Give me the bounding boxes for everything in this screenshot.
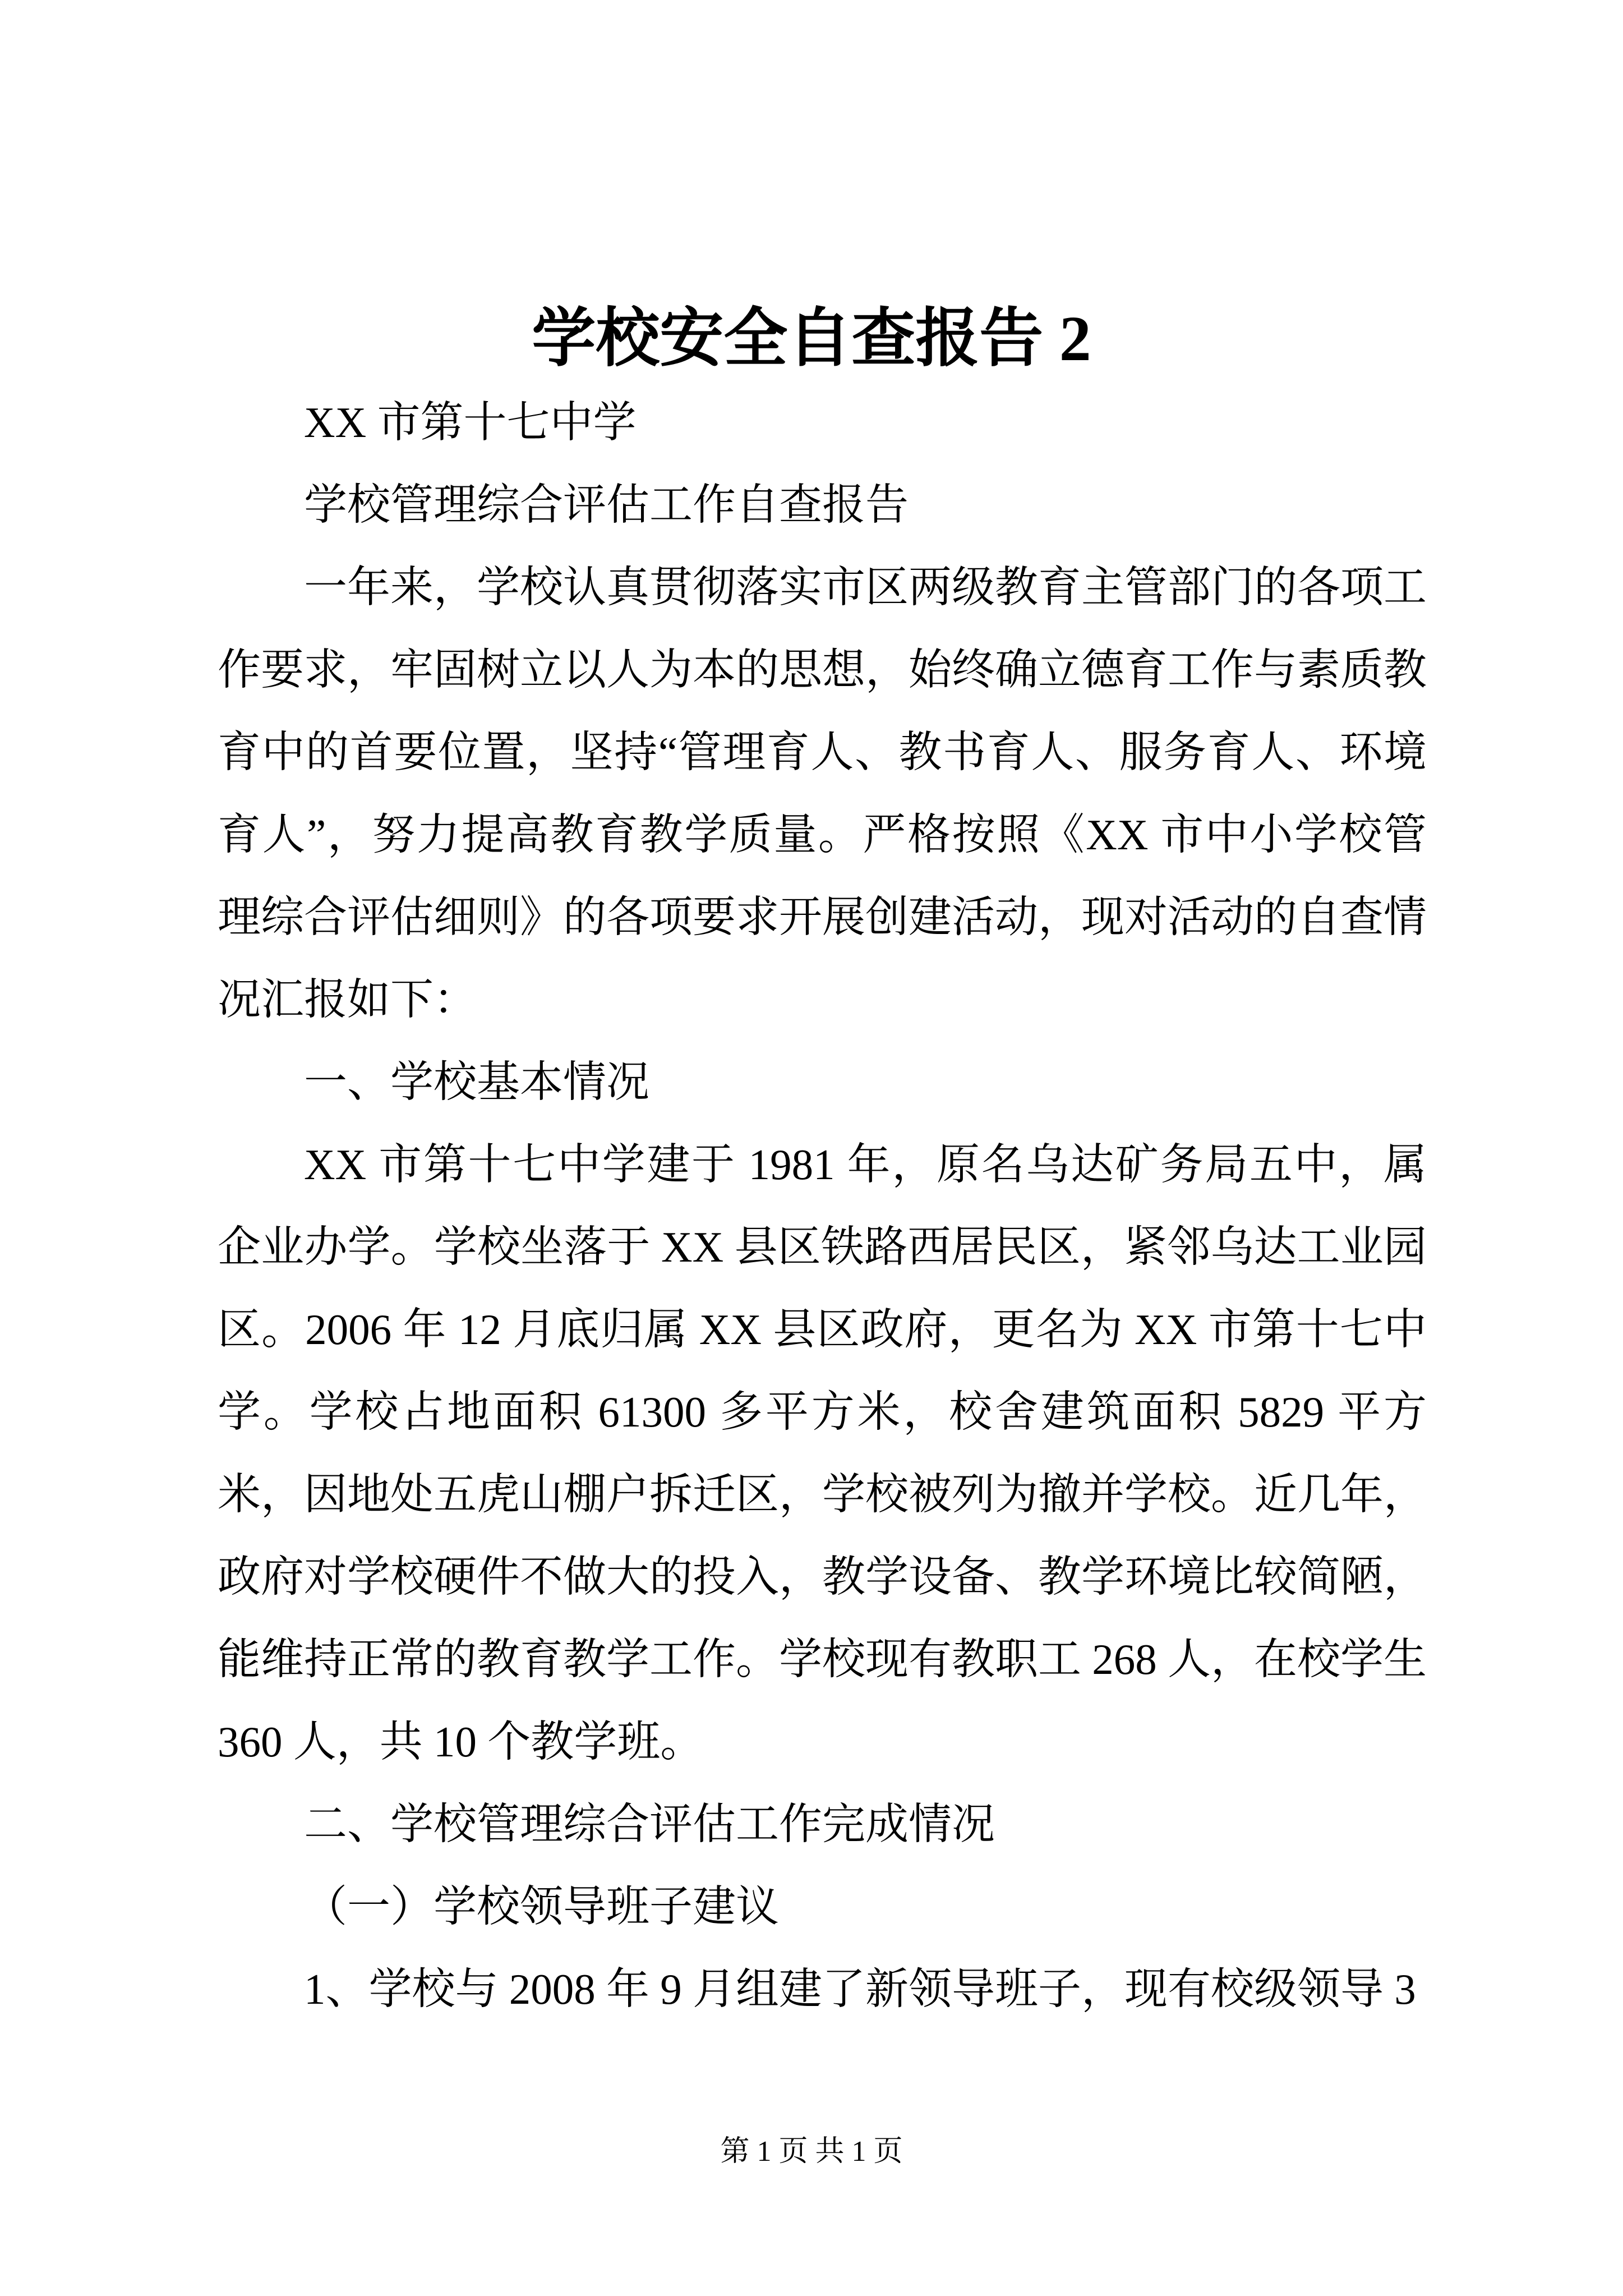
section-heading-evaluation: 二、学校管理综合评估工作完成情况: [304, 1800, 995, 1848]
subsection-heading-leadership: （一）学校领导班子建议: [304, 1883, 779, 1931]
school-name-line: XX 市第十七中学: [304, 398, 637, 447]
report-subtitle: 学校管理综合评估工作自查报告: [304, 481, 909, 529]
page-footer: 第 1 页 共 1 页: [720, 2136, 903, 2168]
section-heading-basic-info: 一、学校基本情况: [304, 1058, 649, 1106]
leadership-paragraph: 1、学校与 2008 年 9 月组建了新领导班子，现有校级领导 3: [304, 1965, 1416, 2013]
document-body: [218, 381, 1427, 2031]
document-title: 学校安全自查报告 2: [532, 303, 1091, 374]
basic-info-paragraph: XX 市第十七中学建于 1981 年，原名乌达矿务局五中，属企业办学。学校坐落于 XX 县区铁路西居民区，紧邻乌达工业园区。2006 年 12 月底归属 XX 县区政府，更名为 XX 市第十七中学。学校占地面积 61300 多平方米，校舍建筑面积 5829 平方米，因地处五虎山棚户拆迁区，学校被列为撤并学校。近几年，政府对学校硬件不做大的投入，教学设备、教学环境比较简陋，能维持正常的教育教学工作。学校现有教职工 268 人，在校学生 360 人，共 10 个教学班。: [218, 1140, 1427, 1766]
intro-paragraph: 一年来，学校认真贯彻落实市区两级教育主管部门的各项工作要求，牢固树立以人为本的思想，始终确立德育工作与素质教育中的首要位置，坚持“管理育人、教书育人、服务育人、环境育人”，努力提高教育教学质量。严格按照《XX 市中小学校管理综合评估细则》的各项要求开展创建活动，现对活动的自查情况汇报如下：: [218, 563, 1427, 1024]
